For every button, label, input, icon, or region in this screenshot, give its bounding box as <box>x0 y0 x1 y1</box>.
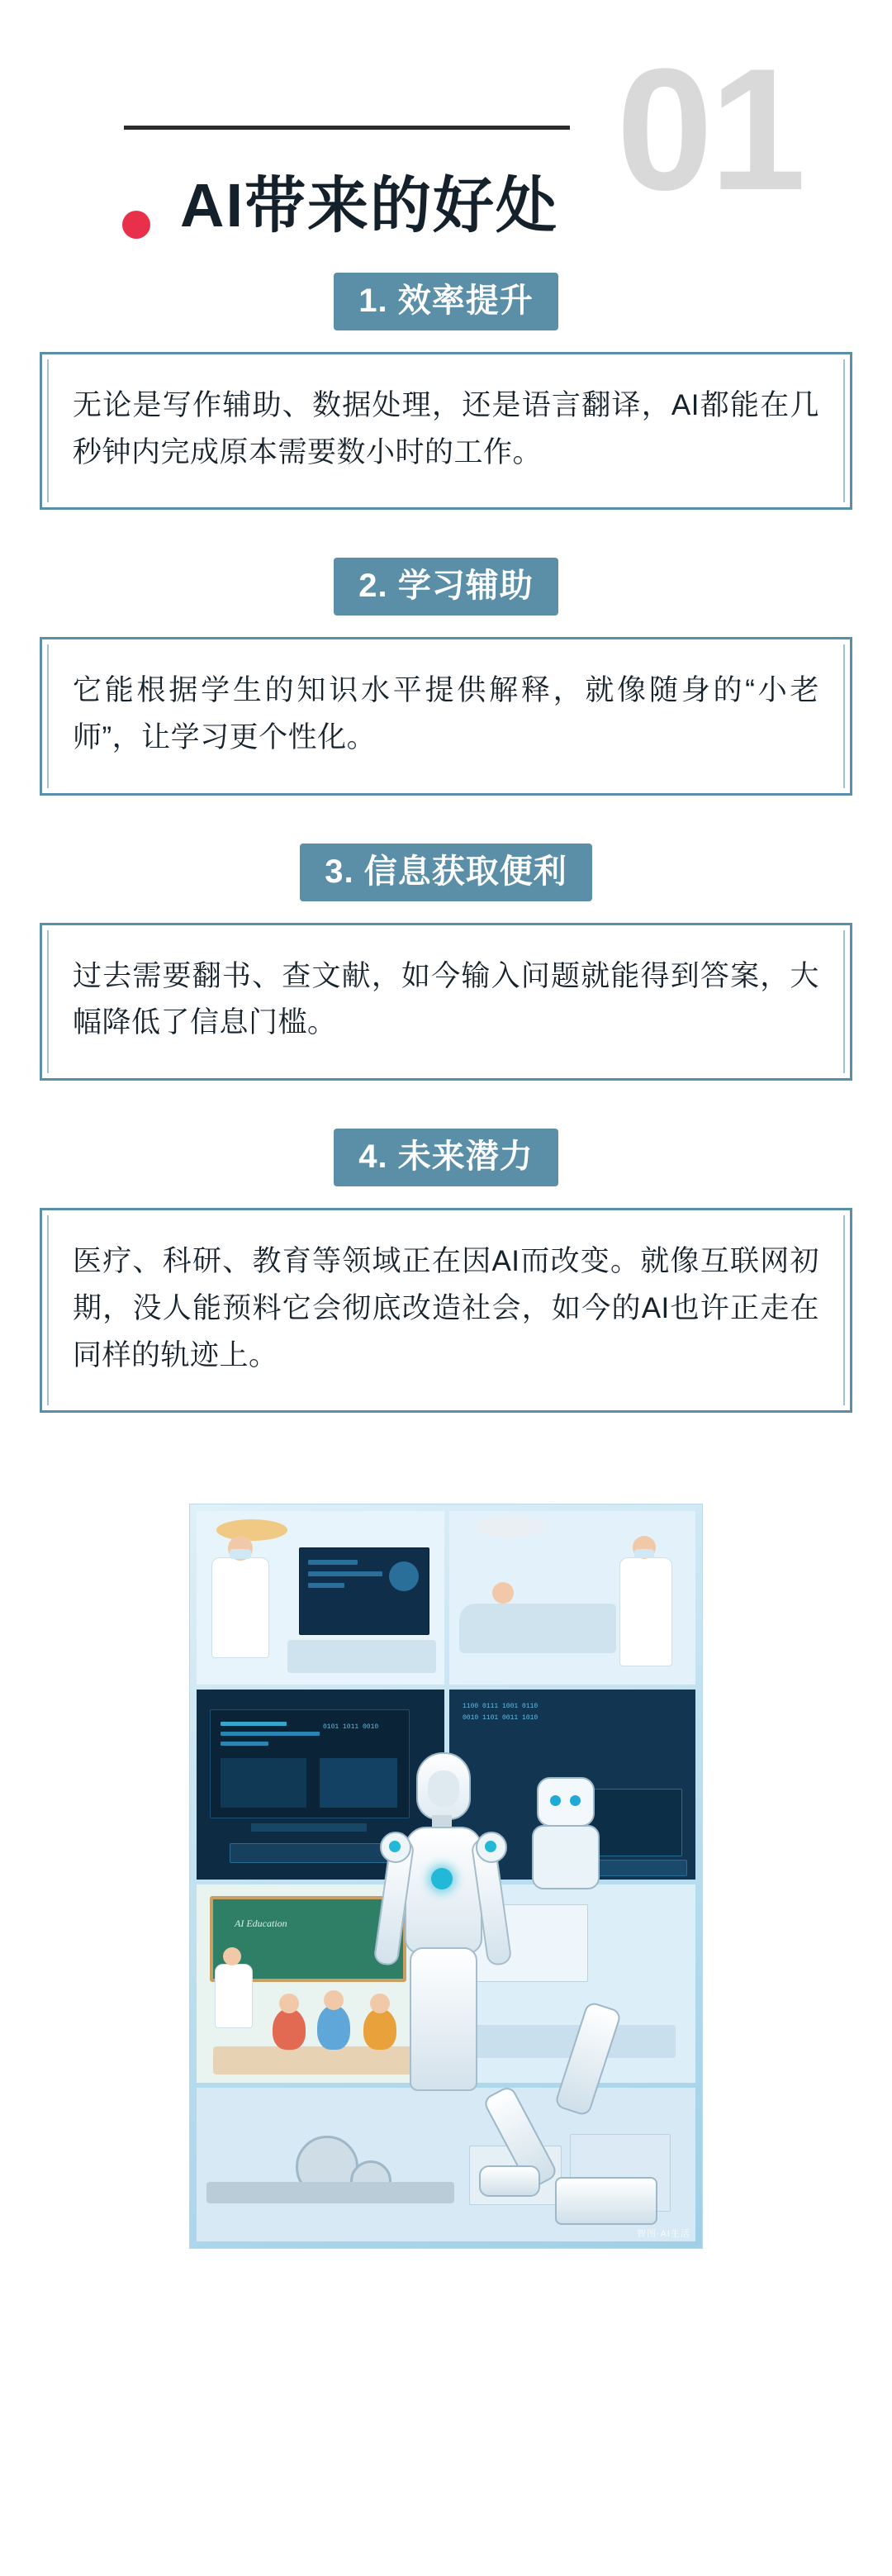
sections-container <box>0 273 892 1413</box>
section-3-body: 过去需要翻书、查文献，如今输入问题就能得到答案，大幅降低了信息门槛。 <box>73 959 819 1039</box>
section-2-heading-label: 2. 学习辅助 <box>334 558 558 615</box>
header-bullet-dot <box>122 211 150 239</box>
robot-face <box>428 1770 459 1807</box>
panel-patient-consultation <box>449 1511 695 1685</box>
robot-torso <box>405 1827 482 1954</box>
screen-bar <box>221 1732 320 1736</box>
screen-bar <box>221 1722 287 1726</box>
section-4-heading-label: 4. 未来潜力 <box>334 1129 558 1186</box>
screen-bar <box>308 1571 382 1576</box>
arm-segment-upper <box>553 2001 622 2117</box>
page-title: AI带来的好处 <box>180 171 558 240</box>
section-1-card <box>40 352 852 510</box>
screen-bar <box>221 1742 268 1746</box>
surgical-lamp-icon <box>216 1519 287 1541</box>
doctor-coat <box>619 1557 672 1666</box>
card-inner-line-left <box>47 359 49 502</box>
screen-bar <box>308 1560 358 1565</box>
blackboard-text: AI Education <box>235 1918 287 1930</box>
section-4-card <box>40 1208 852 1413</box>
card-inner-line-right <box>843 930 845 1073</box>
desk-robot-eye-left <box>550 1795 561 1806</box>
page-header <box>0 0 892 273</box>
card-inner-line-right <box>843 359 845 502</box>
screen-bar <box>308 1583 344 1588</box>
keyboard-icon <box>230 1843 388 1863</box>
teacher-body <box>215 1964 253 2028</box>
screen-chart <box>221 1758 306 1808</box>
section-1-heading <box>33 273 859 330</box>
desk-robot <box>519 1777 610 1901</box>
section-2 <box>33 558 859 795</box>
card-inner-line-right <box>843 1215 845 1405</box>
section-3-card <box>40 923 852 1081</box>
student-1-head <box>279 1994 299 2013</box>
arm-gripper <box>479 2165 540 2197</box>
arm-base <box>555 2177 657 2225</box>
monitor-screen <box>299 1547 429 1635</box>
student-2 <box>317 2005 350 2050</box>
screen-code-text: 1100 0111 1001 0110 <box>463 1703 539 1711</box>
desk-robot-head <box>537 1777 595 1827</box>
robot-chest-core <box>431 1868 453 1889</box>
section-4 <box>33 1129 859 1413</box>
section-2-heading <box>33 558 859 615</box>
section-4-body: 医疗、科研、教育等领域正在因AI而改变。就像互联网初期，没人能预料它会彻底改造社会，如今的AI也许正走在同样的轨迹上。 <box>73 1245 819 1371</box>
conveyor-belt <box>206 2182 454 2203</box>
section-1-heading-label: 1. 效率提升 <box>334 273 558 330</box>
desk-robot-eye-right <box>570 1795 581 1806</box>
section-1 <box>33 273 859 510</box>
patient-bed <box>459 1604 616 1653</box>
watermark-text: 智图·AI生活 <box>636 2229 690 2240</box>
section-4-heading <box>33 1129 859 1186</box>
robot-head <box>416 1752 471 1820</box>
panel-surgery-room <box>197 1511 444 1685</box>
section-2-body: 它能根据学生的知识水平提供解释，就像随身的“小老师”，让学习更个性化。 <box>73 674 819 754</box>
section-3-heading <box>33 844 859 901</box>
face-mask-icon <box>634 1549 654 1558</box>
face-mask-icon <box>230 1549 251 1559</box>
section-1-body: 无论是写作辅助、数据处理，还是语言翻译，AI都能在几秒钟内完成原本需要数小时的工作。 <box>73 389 819 468</box>
robot-legs <box>410 1947 477 2091</box>
screen-code-text: 0010 1101 0011 1010 <box>463 1714 539 1723</box>
student-2-head <box>324 1990 344 2010</box>
card-inner-line-right <box>843 644 845 787</box>
card-inner-line-left <box>47 1215 49 1405</box>
card-inner-line-left <box>47 644 49 787</box>
screen-code-text: 0101 1011 0010 <box>323 1723 379 1732</box>
doctor-coat <box>211 1557 269 1658</box>
header-divider <box>124 126 570 130</box>
section-3 <box>33 844 859 1081</box>
section-number: 01 <box>616 32 803 226</box>
screen-avatar <box>389 1561 419 1591</box>
monitor-stand <box>251 1823 367 1832</box>
exam-lamp-icon <box>474 1516 545 1538</box>
section-3-heading-label: 3. 信息获取便利 <box>300 844 591 901</box>
operating-table <box>287 1640 436 1673</box>
ai-collage-illustration <box>189 1504 703 2249</box>
section-2-card <box>40 637 852 795</box>
patient-head <box>492 1582 514 1604</box>
student-1 <box>273 2008 306 2050</box>
desk-robot-body <box>532 1825 600 1889</box>
robot-shoulder-right <box>476 1832 507 1863</box>
robot-shoulder-left <box>380 1832 411 1863</box>
illustration-wrapper <box>0 1504 892 2249</box>
robotic-arm <box>479 2003 677 2235</box>
card-inner-line-left <box>47 930 49 1073</box>
